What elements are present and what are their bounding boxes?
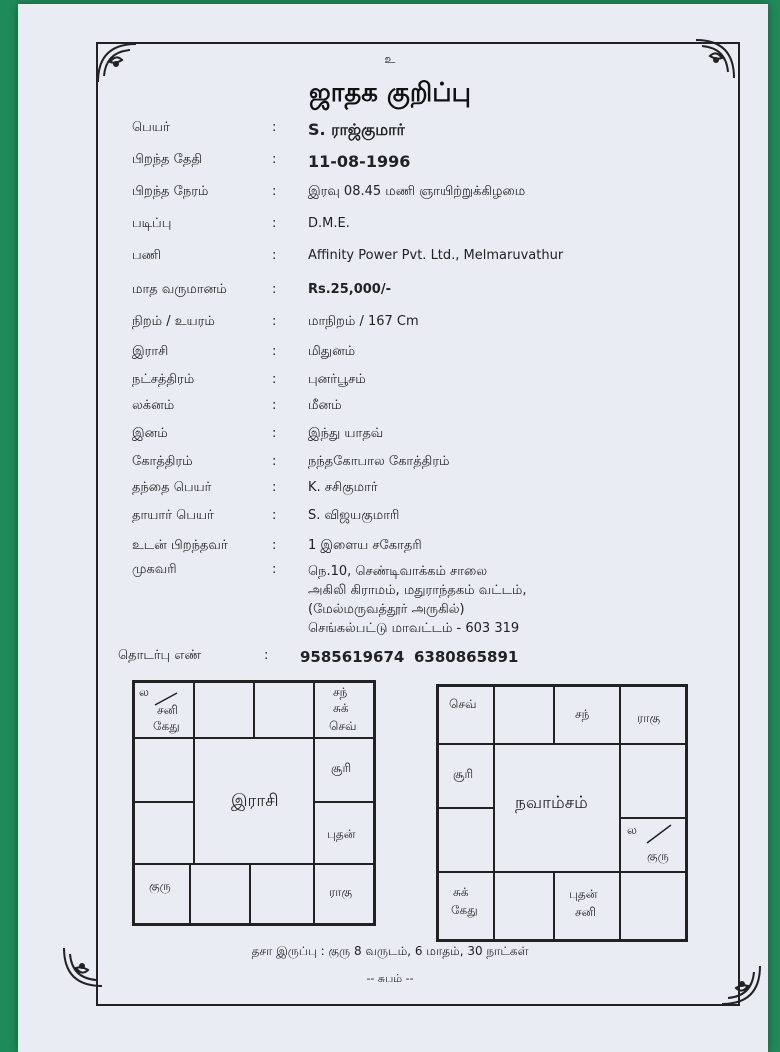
planet-label: சனி [157, 703, 178, 717]
detail-value: இரவு 08.45 மணி ஞாயிற்றுக்கிழமை [308, 184, 526, 199]
detail-value: K. சசிகுமார் [308, 480, 378, 495]
rasi-cell [250, 864, 314, 924]
colon: : [272, 152, 277, 167]
planet-label: ராகு [329, 885, 353, 899]
phone-number-1: 9585619674 [300, 648, 405, 666]
detail-row-education [132, 216, 752, 240]
detail-label: இராசி [132, 344, 169, 359]
detail-value: மிதுனம் [308, 344, 356, 359]
colon: : [272, 120, 277, 135]
lagna-mark: ல [627, 823, 637, 837]
colon: : [272, 454, 277, 469]
address-line: செங்கல்பட்டு மாவட்டம் - 603 319 [308, 621, 520, 636]
colon: : [272, 372, 277, 387]
detail-row-rasi [132, 344, 752, 368]
rasi-cell [314, 738, 374, 802]
rasi-cell [314, 864, 374, 924]
rasi-cell [194, 682, 254, 738]
planet-label: சூரி [331, 761, 352, 775]
navamsa-cell [620, 872, 686, 940]
detail-label: பிறந்த தேதி [132, 152, 202, 167]
navamsa-chart [436, 684, 688, 942]
colon: : [272, 184, 277, 199]
planet-label: சுக் [333, 701, 349, 715]
rasi-cell [254, 682, 314, 738]
colon: : [272, 508, 277, 523]
detail-label: பிறந்த நேரம் [132, 184, 209, 199]
detail-value: S. ராஜ்குமார் [308, 120, 405, 139]
planet-label: ராகு [637, 711, 661, 725]
header-mark: உ [384, 52, 396, 66]
address-block [308, 562, 527, 638]
planet-label: சூரி [453, 767, 474, 781]
detail-row-birth-time [132, 184, 752, 208]
rasi-cell [190, 864, 250, 924]
detail-row-gothram [132, 454, 752, 478]
rasi-cell-top-right [314, 682, 374, 738]
planet-label: செவ் [329, 719, 357, 733]
detail-row-income [132, 282, 752, 306]
page-title: ஜாதக குறிப்பு [309, 78, 471, 108]
phone-number-2: 6380865891 [414, 648, 519, 666]
rasi-cell [134, 738, 194, 802]
planet-label: சந் [333, 685, 348, 699]
planet-label: குரு [647, 849, 669, 863]
colon: : [272, 344, 277, 359]
detail-label: நிறம் / உயரம் [132, 314, 215, 329]
lagna-mark: ல [139, 685, 149, 699]
colon: : [272, 314, 277, 329]
navamsa-cell [620, 686, 686, 744]
detail-row-star [132, 372, 752, 396]
colon: : [272, 562, 277, 577]
detail-value: 1 இளைய சகோதரி [308, 538, 422, 553]
detail-row-father [132, 480, 752, 504]
detail-label: படிப்பு [132, 216, 172, 231]
planet-label: புதன் [327, 827, 356, 841]
planet-label: சுக் [453, 885, 469, 899]
detail-label: இனம் [132, 426, 168, 441]
planet-label: குரு [149, 879, 171, 893]
colon: : [264, 648, 269, 663]
rasi-cell [314, 802, 374, 864]
detail-value: D.M.E. [308, 216, 350, 231]
detail-value: மீனம் [308, 398, 342, 413]
address-line: அகிலி கிராமம், மதுராந்தகம் வட்டம், [308, 583, 527, 598]
rasi-chart [132, 680, 376, 926]
planet-label: புதன் [569, 887, 598, 901]
detail-row-siblings [132, 538, 752, 562]
detail-row-dob [132, 152, 752, 176]
dasa-balance: தசா இருப்பு : குரு 8 வருடம், 6 மாதம், 30 நாட்கள் [251, 944, 529, 958]
footer-subham: -- சுபம் -- [366, 972, 414, 985]
navamsa-cell [554, 872, 620, 940]
detail-value: 11-08-1996 [308, 152, 411, 171]
detail-value: புனர்பூசம் [308, 372, 366, 387]
navamsa-center [494, 744, 620, 872]
navamsa-chart-title: நவாம்சம் [515, 793, 588, 813]
detail-value: S. விஜயகுமாரி [308, 508, 400, 523]
contact-label: தொடர்பு எண் [118, 648, 202, 663]
address-line: (மேல்மருவத்தூர் அருகில்) [308, 602, 465, 617]
planet-label: சனி [575, 905, 596, 919]
rasi-cell-top-left [134, 682, 194, 738]
planet-label: கேது [451, 903, 478, 917]
detail-row-lagna [132, 398, 752, 422]
detail-label: கோத்திரம் [132, 454, 193, 469]
rasi-chart-title: இராசி [231, 791, 279, 811]
navamsa-cell [494, 686, 554, 744]
detail-label: முகவரி [132, 562, 177, 577]
detail-label: பணி [132, 248, 162, 263]
colon: : [272, 538, 277, 553]
colon: : [272, 248, 277, 263]
detail-label: நட்சத்திரம் [132, 372, 195, 387]
detail-row-community [132, 426, 752, 450]
navamsa-cell-lagna [620, 818, 686, 872]
detail-label: தந்தை பெயர் [132, 480, 212, 495]
colon: : [272, 398, 277, 413]
detail-row-mother [132, 508, 752, 532]
planet-label: கேது [153, 719, 180, 733]
detail-value: நந்தகோபால கோத்திரம் [308, 454, 450, 469]
detail-value: மாநிறம் / 167 Cm [308, 314, 419, 329]
address-line: நெ.10, செண்டிவாக்கம் சாலை [308, 564, 488, 579]
rasi-cell [134, 802, 194, 864]
colon: : [272, 282, 277, 297]
detail-value: இந்து யாதவ் [308, 426, 384, 441]
detail-value: Rs.25,000/- [308, 282, 391, 297]
detail-label: மாத வருமானம் [132, 282, 227, 297]
rasi-center [194, 738, 314, 864]
navamsa-cell [494, 872, 554, 940]
detail-label: உடன் பிறந்தவர் [132, 538, 228, 553]
navamsa-cell [438, 808, 494, 872]
navamsa-cell [438, 872, 494, 940]
detail-value: Affinity Power Pvt. Ltd., Melmaruvathur [308, 248, 564, 263]
detail-row-name [132, 120, 752, 144]
navamsa-cell [620, 744, 686, 818]
navamsa-cell [438, 686, 494, 744]
detail-row-complexion [132, 314, 752, 338]
detail-row-job [132, 248, 752, 272]
rasi-cell [134, 864, 190, 924]
colon: : [272, 480, 277, 495]
detail-label: பெயர் [132, 120, 170, 135]
planet-label: செவ் [449, 697, 477, 711]
detail-label: தாயார் பெயர் [132, 508, 214, 523]
detail-label: லக்னம் [132, 398, 175, 413]
planet-label: சந் [575, 707, 590, 721]
colon: : [272, 426, 277, 441]
navamsa-cell [554, 686, 620, 744]
navamsa-cell [438, 744, 494, 808]
colon: : [272, 216, 277, 231]
